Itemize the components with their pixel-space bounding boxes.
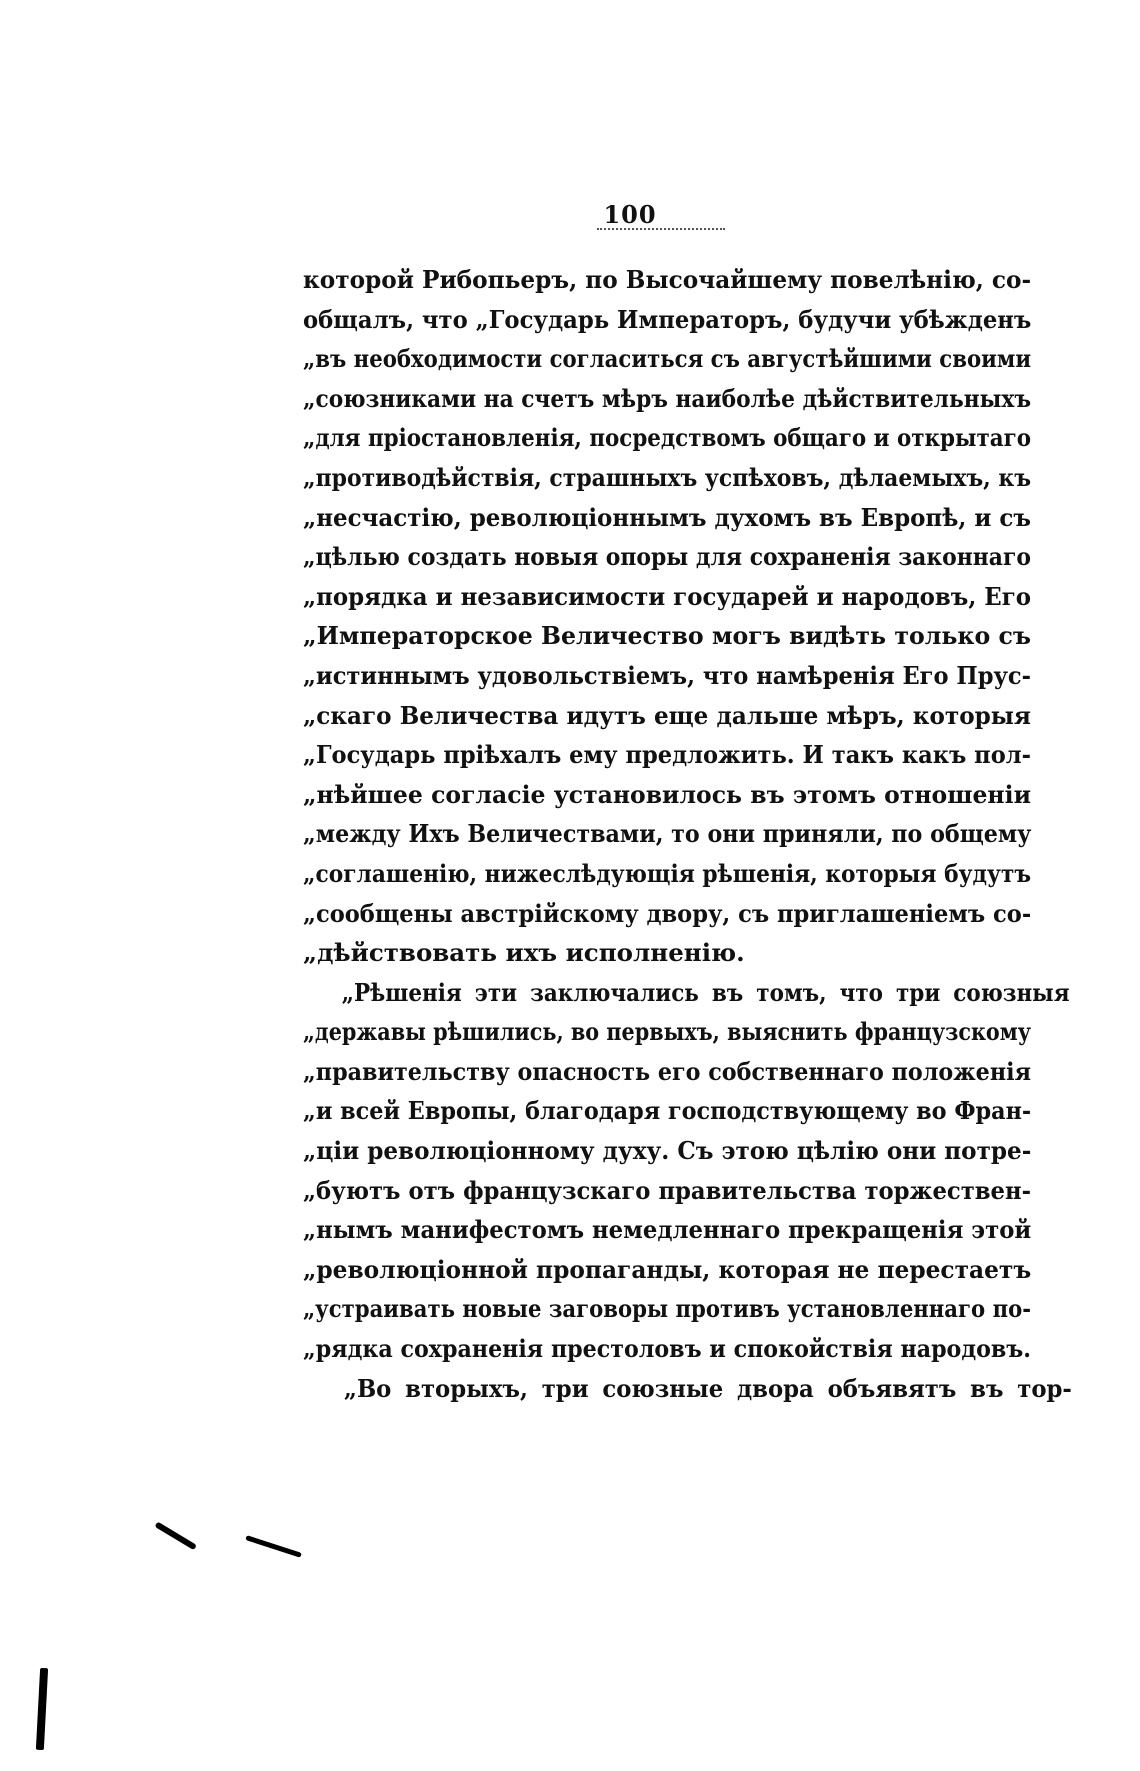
body-text: [303, 260, 1072, 1408]
text-line: „несчастію, революціоннымъ духомъ въ Европѣ, и съ: [303, 502, 1031, 532]
text-line: „Во вторыхъ, три союзные двора объявятъ въ тор-: [343, 1373, 1072, 1403]
text-line: которой Рибопьеръ, по Высочайшему повелѣнію, со-: [303, 265, 1032, 294]
text-line: „ціи революціонному духу. Съ этою цѣлію они потре-: [303, 1136, 1032, 1166]
text-line: „союзниками на счетъ мѣръ наиболѣе дѣйствительныхъ: [303, 383, 1031, 413]
text-line: „и всей Европы, благодаря господствующему во Фран-: [303, 1096, 1032, 1126]
text-line: „цѣлью создать новыя опоры для сохраненія законнаго: [303, 542, 1031, 572]
text-line: „истиннымъ удовольствіемъ, что намѣренія Его Прус-: [303, 660, 1031, 690]
page-number: 100: [603, 200, 657, 229]
text-line: „рядка сохраненія престоловъ и спокойствія народовъ.: [303, 1334, 1031, 1364]
text-line: „Рѣшенія эти заключались въ томъ, что три союзныя: [341, 977, 1070, 1007]
text-line: общалъ, что „Государь Императоръ, будучи убѣжденъ: [303, 304, 1032, 334]
text-line: „нымъ манифестомъ немедленнаго прекращенія этой: [303, 1215, 1032, 1245]
page-number-ornament: [597, 228, 725, 236]
text-line: „Государь пріѣхалъ ему предложить. И такъ какъ пол-: [303, 740, 1031, 770]
text-line: „порядка и независимости государей и народовъ, Его: [303, 581, 1031, 611]
text-line: „скаго Величества идутъ еще дальше мѣръ, которыя: [303, 700, 1031, 730]
text-line: „правительству опасность его собственнаго положенія: [303, 1056, 1031, 1086]
text-line: „Императорское Величество могъ видѣть только съ: [303, 621, 1031, 651]
text-line: „революціонной пропаганды, которая не перестаетъ: [303, 1254, 1032, 1284]
text-line: „державы рѣшились, во первыхъ, выяснить французскому: [303, 1017, 1031, 1047]
scan-artifact-mark: [245, 1535, 302, 1558]
text-line: „буютъ отъ французскаго правительства торжествен-: [303, 1175, 1031, 1205]
text-line: „между Ихъ Величествами, то они приняли, по общему: [303, 819, 1032, 849]
text-line: „сообщены австрійскому двору, съ приглашеніемъ со-: [303, 898, 1032, 928]
text-line: „противодѣйствія, страшныхъ успѣховъ, дѣлаемыхъ, къ: [303, 462, 1032, 492]
scan-artifact-mark: [36, 1668, 48, 1750]
text-line: „соглашенію, нижеслѣдующія рѣшенія, которыя будутъ: [303, 858, 1031, 888]
text-line: „дѣйствовать ихъ исполненію.: [303, 938, 745, 968]
text-line: „устраивать новые заговоры противъ установленнаго по-: [303, 1294, 1031, 1324]
scan-artifact-mark: [154, 1521, 197, 1550]
text-line: „въ необходимости согласиться съ августѣйшими своими: [303, 344, 1032, 374]
text-line: „для пріостановленія, посредствомъ общаго и открытаго: [303, 423, 1031, 453]
text-line: „нѣйшее согласіе установилось въ этомъ отношеніи: [303, 779, 1031, 809]
